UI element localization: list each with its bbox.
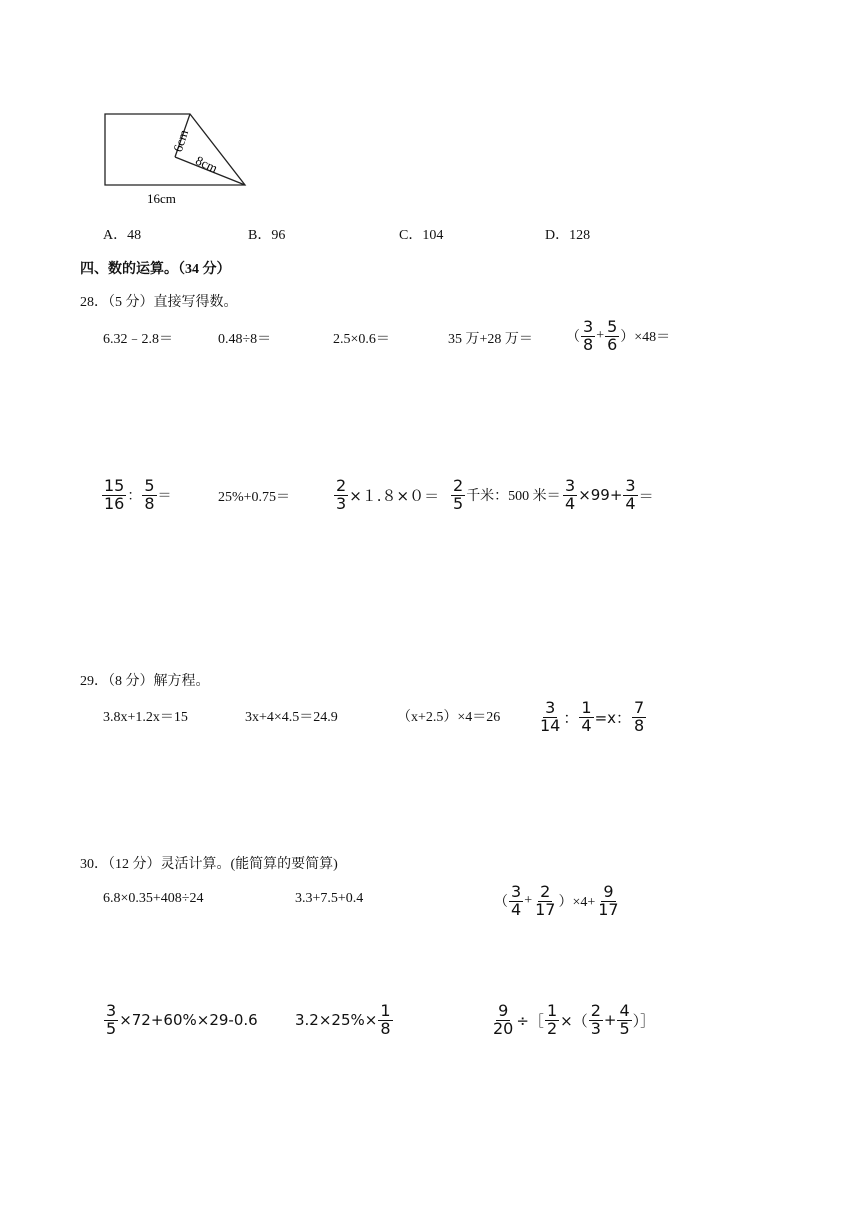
fraction: [102, 478, 126, 513]
fraction: [596, 884, 620, 919]
denominator: 5: [619, 1018, 630, 1038]
choice-b[interactable]: [248, 224, 285, 244]
denominator: 17: [535, 899, 556, 919]
q28-expr-5: [566, 319, 670, 354]
operator: ：: [563, 708, 579, 727]
denominator: 4: [625, 493, 636, 513]
denominator: 5: [453, 493, 464, 513]
q28-expr-10: [562, 478, 654, 513]
fraction: [589, 1003, 603, 1038]
fraction: [632, 700, 646, 735]
numerator: 7: [634, 698, 645, 717]
numerator: 1: [380, 1001, 391, 1020]
expr-tail: ＝: [638, 486, 654, 505]
paren: （: [566, 330, 580, 346]
fraction: [605, 319, 619, 354]
numerator: 15: [104, 476, 125, 495]
operator: +: [603, 1011, 617, 1030]
operator: =x：: [594, 708, 632, 727]
q28-expr-2: 0.48÷8＝: [218, 332, 272, 347]
choice-a[interactable]: [103, 224, 141, 244]
numerator: 4: [619, 1001, 630, 1020]
q30-expr-5: [295, 1003, 394, 1038]
q28-expr-3: 2.5×0.6＝: [333, 332, 390, 347]
numerator: 1: [546, 1001, 558, 1020]
numerator: 3: [545, 698, 556, 717]
operator: +: [524, 893, 533, 909]
expr-tail: 千米：500 米＝: [466, 489, 561, 505]
operator: ×（: [560, 1011, 588, 1030]
numerator: 2: [540, 882, 551, 901]
expr-tail: ×１.８×０＝: [349, 486, 440, 505]
trapezoid-figure: [95, 105, 265, 210]
denominator: 14: [540, 715, 561, 735]
numerator: 2: [336, 476, 347, 495]
expr-tail: ）］: [632, 1011, 656, 1030]
numerator: 2: [453, 476, 464, 495]
choice-c[interactable]: [399, 224, 443, 244]
choice-letter: C．: [399, 228, 423, 243]
fraction: [509, 884, 523, 919]
denominator: 16: [104, 493, 125, 513]
denominator: 8: [583, 334, 594, 354]
fraction: [617, 1003, 631, 1038]
q30-expr-3: [494, 884, 622, 919]
denominator: 3: [336, 493, 347, 513]
numerator: 9: [603, 882, 614, 901]
figure-label-diag: 8cm: [193, 152, 221, 176]
q28-expr-6: [101, 478, 172, 513]
denominator: 2: [546, 1018, 558, 1038]
q28-expr-4: 35 万+28 万＝: [448, 332, 533, 347]
numerator: 3: [511, 882, 522, 901]
figure-label-bottom: 16cm: [147, 191, 176, 206]
numerator: 3: [106, 1001, 117, 1020]
figure-label-side: 6cm: [169, 127, 192, 154]
fraction: [451, 478, 465, 513]
choice-value: 96: [271, 228, 286, 243]
numerator: 3: [583, 317, 594, 336]
q30-expr-2: 3.3+7.5+0.4: [295, 891, 364, 906]
fraction: [491, 1003, 515, 1038]
fraction: [104, 1003, 118, 1038]
numerator: 5: [144, 476, 155, 495]
operator: ÷［: [516, 1011, 544, 1030]
fraction: [142, 478, 156, 513]
numerator: 3: [625, 476, 636, 495]
operator: +: [596, 328, 605, 344]
operator: ）×4+: [558, 895, 596, 911]
fraction: [533, 884, 557, 919]
denominator: 8: [634, 715, 645, 735]
fraction: [623, 478, 637, 513]
numerator: 5: [607, 317, 618, 336]
choice-value: 104: [422, 228, 444, 243]
fraction: [579, 700, 593, 735]
denominator: 3: [590, 1018, 601, 1038]
q29-eq-4: [537, 700, 647, 735]
q29-title: 29．（8 分）解方程。: [80, 674, 210, 689]
denominator: 8: [144, 493, 155, 513]
q28-title: 28．（5 分）直接写得数。: [80, 295, 238, 310]
choice-value: 128: [569, 228, 591, 243]
denominator: 17: [598, 899, 619, 919]
q30-title: 30．（12 分）灵活计算。(能简算的要简算): [80, 857, 338, 872]
fraction: [563, 478, 577, 513]
numerator: 3: [565, 476, 576, 495]
q30-expr-4: [103, 1003, 258, 1038]
q29-eq-1: 3.8x+1.2x＝15: [103, 710, 188, 725]
q28-expr-1: 6.32﹣2.8＝: [103, 332, 173, 347]
choice-value: 48: [127, 228, 142, 243]
choice-letter: D．: [545, 228, 570, 243]
q29-eq-2: 3x+4×4.5＝24.9: [245, 710, 338, 725]
choice-d[interactable]: [545, 224, 590, 244]
q30-expr-6: [490, 1003, 655, 1038]
q28-expr-7: 25%+0.75＝: [218, 490, 291, 505]
expr-tail: ×72+60%×29-0.6: [119, 1011, 258, 1030]
expr-head: 3.2×25%×: [295, 1011, 378, 1030]
denominator: 8: [380, 1018, 391, 1038]
numerator: 2: [590, 1001, 601, 1020]
denominator: 6: [607, 334, 618, 354]
fraction: [581, 319, 595, 354]
denominator: 4: [581, 715, 592, 735]
denominator: 5: [106, 1018, 117, 1038]
choice-letter: B．: [248, 228, 272, 243]
fraction: [334, 478, 348, 513]
fraction: [545, 1003, 559, 1038]
q28-expr-9: [450, 478, 561, 513]
q28-expr-8: [333, 478, 439, 513]
operator: ×99+: [578, 486, 623, 505]
paren: （: [494, 895, 508, 911]
denominator: 20: [493, 1018, 514, 1038]
denominator: 4: [565, 493, 576, 513]
denominator: 4: [511, 899, 522, 919]
expr-tail: ）×48＝: [620, 330, 671, 346]
fraction: [538, 700, 562, 735]
section-heading: 四、数的运算。（34 分）: [80, 262, 231, 277]
expr-tail: ＝: [157, 489, 172, 505]
fraction: [378, 1003, 392, 1038]
numerator: 9: [498, 1001, 509, 1020]
numerator: 1: [581, 698, 592, 717]
choice-letter: A．: [103, 228, 128, 243]
q30-expr-1: 6.8×0.35+408÷24: [103, 891, 204, 906]
q29-eq-3: （x+2.5）×4＝26: [397, 710, 501, 725]
operator: ：: [127, 489, 142, 505]
